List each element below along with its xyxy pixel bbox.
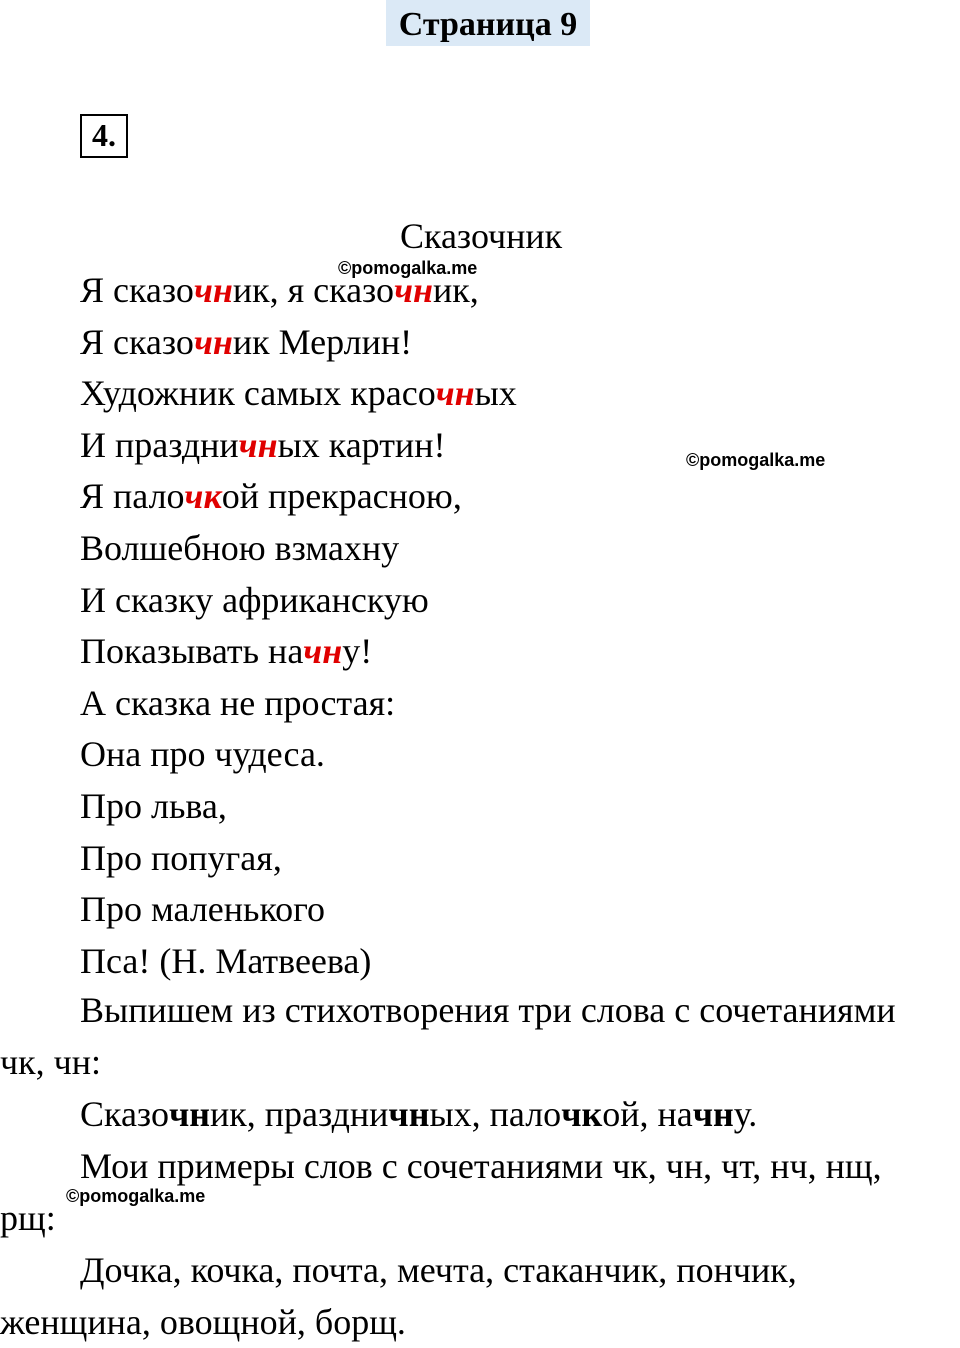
poem-line — [80, 939, 371, 983]
watermark: ©pomogalka.me — [66, 1186, 206, 1206]
poem-title: Сказочник — [400, 216, 563, 256]
watermark: ©pomogalka.me — [338, 258, 478, 278]
poem-text: Показывать на — [80, 631, 304, 672]
highlighted-letters: чк — [184, 476, 222, 517]
answer-text: ик, праздни — [210, 1094, 389, 1134]
poem-text: ой прекрасною, — [221, 476, 462, 517]
examples — [0, 1244, 960, 1348]
examples-intro-line: Мои примеры слов с сочетаниями чк, чн, чт, нч, нщ, — [80, 1146, 882, 1186]
poem-line — [80, 578, 429, 622]
poem-text: И праздни — [80, 424, 239, 465]
poem-line — [80, 784, 227, 828]
answer-text: ой, на — [602, 1094, 693, 1134]
poem-line — [80, 474, 462, 518]
highlighted-letters: чн — [238, 424, 278, 465]
answer-text: ых, пало — [429, 1094, 562, 1134]
poem-line — [80, 526, 399, 570]
page-title: Страница 9 — [386, 0, 590, 46]
poem-text: Про попугая, — [80, 837, 282, 878]
watermark: ©pomogalka.me — [686, 450, 826, 470]
poem-line — [80, 732, 325, 776]
poem-text: И сказку африканскую — [80, 579, 429, 620]
bold-letters: чн — [168, 1094, 210, 1134]
task-number: 4. — [80, 114, 128, 158]
examples-intro-continuation: рщ: — [0, 1198, 56, 1238]
poem-text: Пса! (Н. Матвеева) — [80, 940, 372, 981]
poem-text: ик Мерлин! — [232, 321, 413, 362]
answer-intro-continuation: чк, чн: — [0, 1042, 101, 1082]
poem-line — [80, 320, 412, 364]
poem-text: Про льва, — [80, 786, 227, 826]
poem-text: Волшебною взмахну — [80, 528, 400, 568]
poem-line — [80, 681, 395, 725]
poem-text: ик, я сказо — [232, 270, 395, 310]
examples-continuation: женщина, овощной, борщ. — [0, 1302, 406, 1342]
answer-intro — [0, 984, 960, 1088]
poem-line — [80, 629, 372, 673]
bold-letters: чк — [561, 1094, 603, 1134]
poem-text: ых — [474, 373, 517, 414]
answer-intro-line: Выпишем из стихотворения три слова с сочетаниями — [80, 990, 896, 1030]
bold-letters: чн — [692, 1094, 734, 1134]
answer-words — [80, 1092, 757, 1136]
examples-line: Дочка, кочка, почта, мечта, стаканчик, пончик, — [80, 1250, 797, 1290]
poem-text: у! — [342, 631, 373, 672]
poem-text: Про маленького — [80, 889, 325, 930]
answer-text: Сказо — [80, 1094, 169, 1134]
poem-line — [80, 836, 282, 880]
highlighted-letters: чн — [193, 270, 233, 310]
highlighted-letters: чн — [435, 373, 475, 414]
highlighted-letters: чн — [394, 270, 433, 310]
poem-text: ых картин! — [277, 424, 446, 465]
poem-text: Я пало — [80, 476, 185, 517]
answer-text: у. — [733, 1094, 758, 1134]
poem-text: ик, — [432, 270, 479, 310]
poem-text: Я сказо — [80, 270, 194, 310]
highlighted-letters: чн — [193, 321, 233, 362]
poem-text: Художник самых красо — [80, 373, 436, 414]
bold-letters: чн — [388, 1094, 430, 1134]
poem-text: Я сказо — [80, 321, 194, 362]
poem-line — [80, 887, 325, 931]
poem-line — [80, 371, 517, 415]
poem-text: Она про чудеса. — [80, 734, 325, 775]
poem-line — [80, 423, 445, 467]
highlighted-letters: чн — [303, 631, 343, 672]
poem-text: А сказка не простая: — [80, 682, 396, 723]
